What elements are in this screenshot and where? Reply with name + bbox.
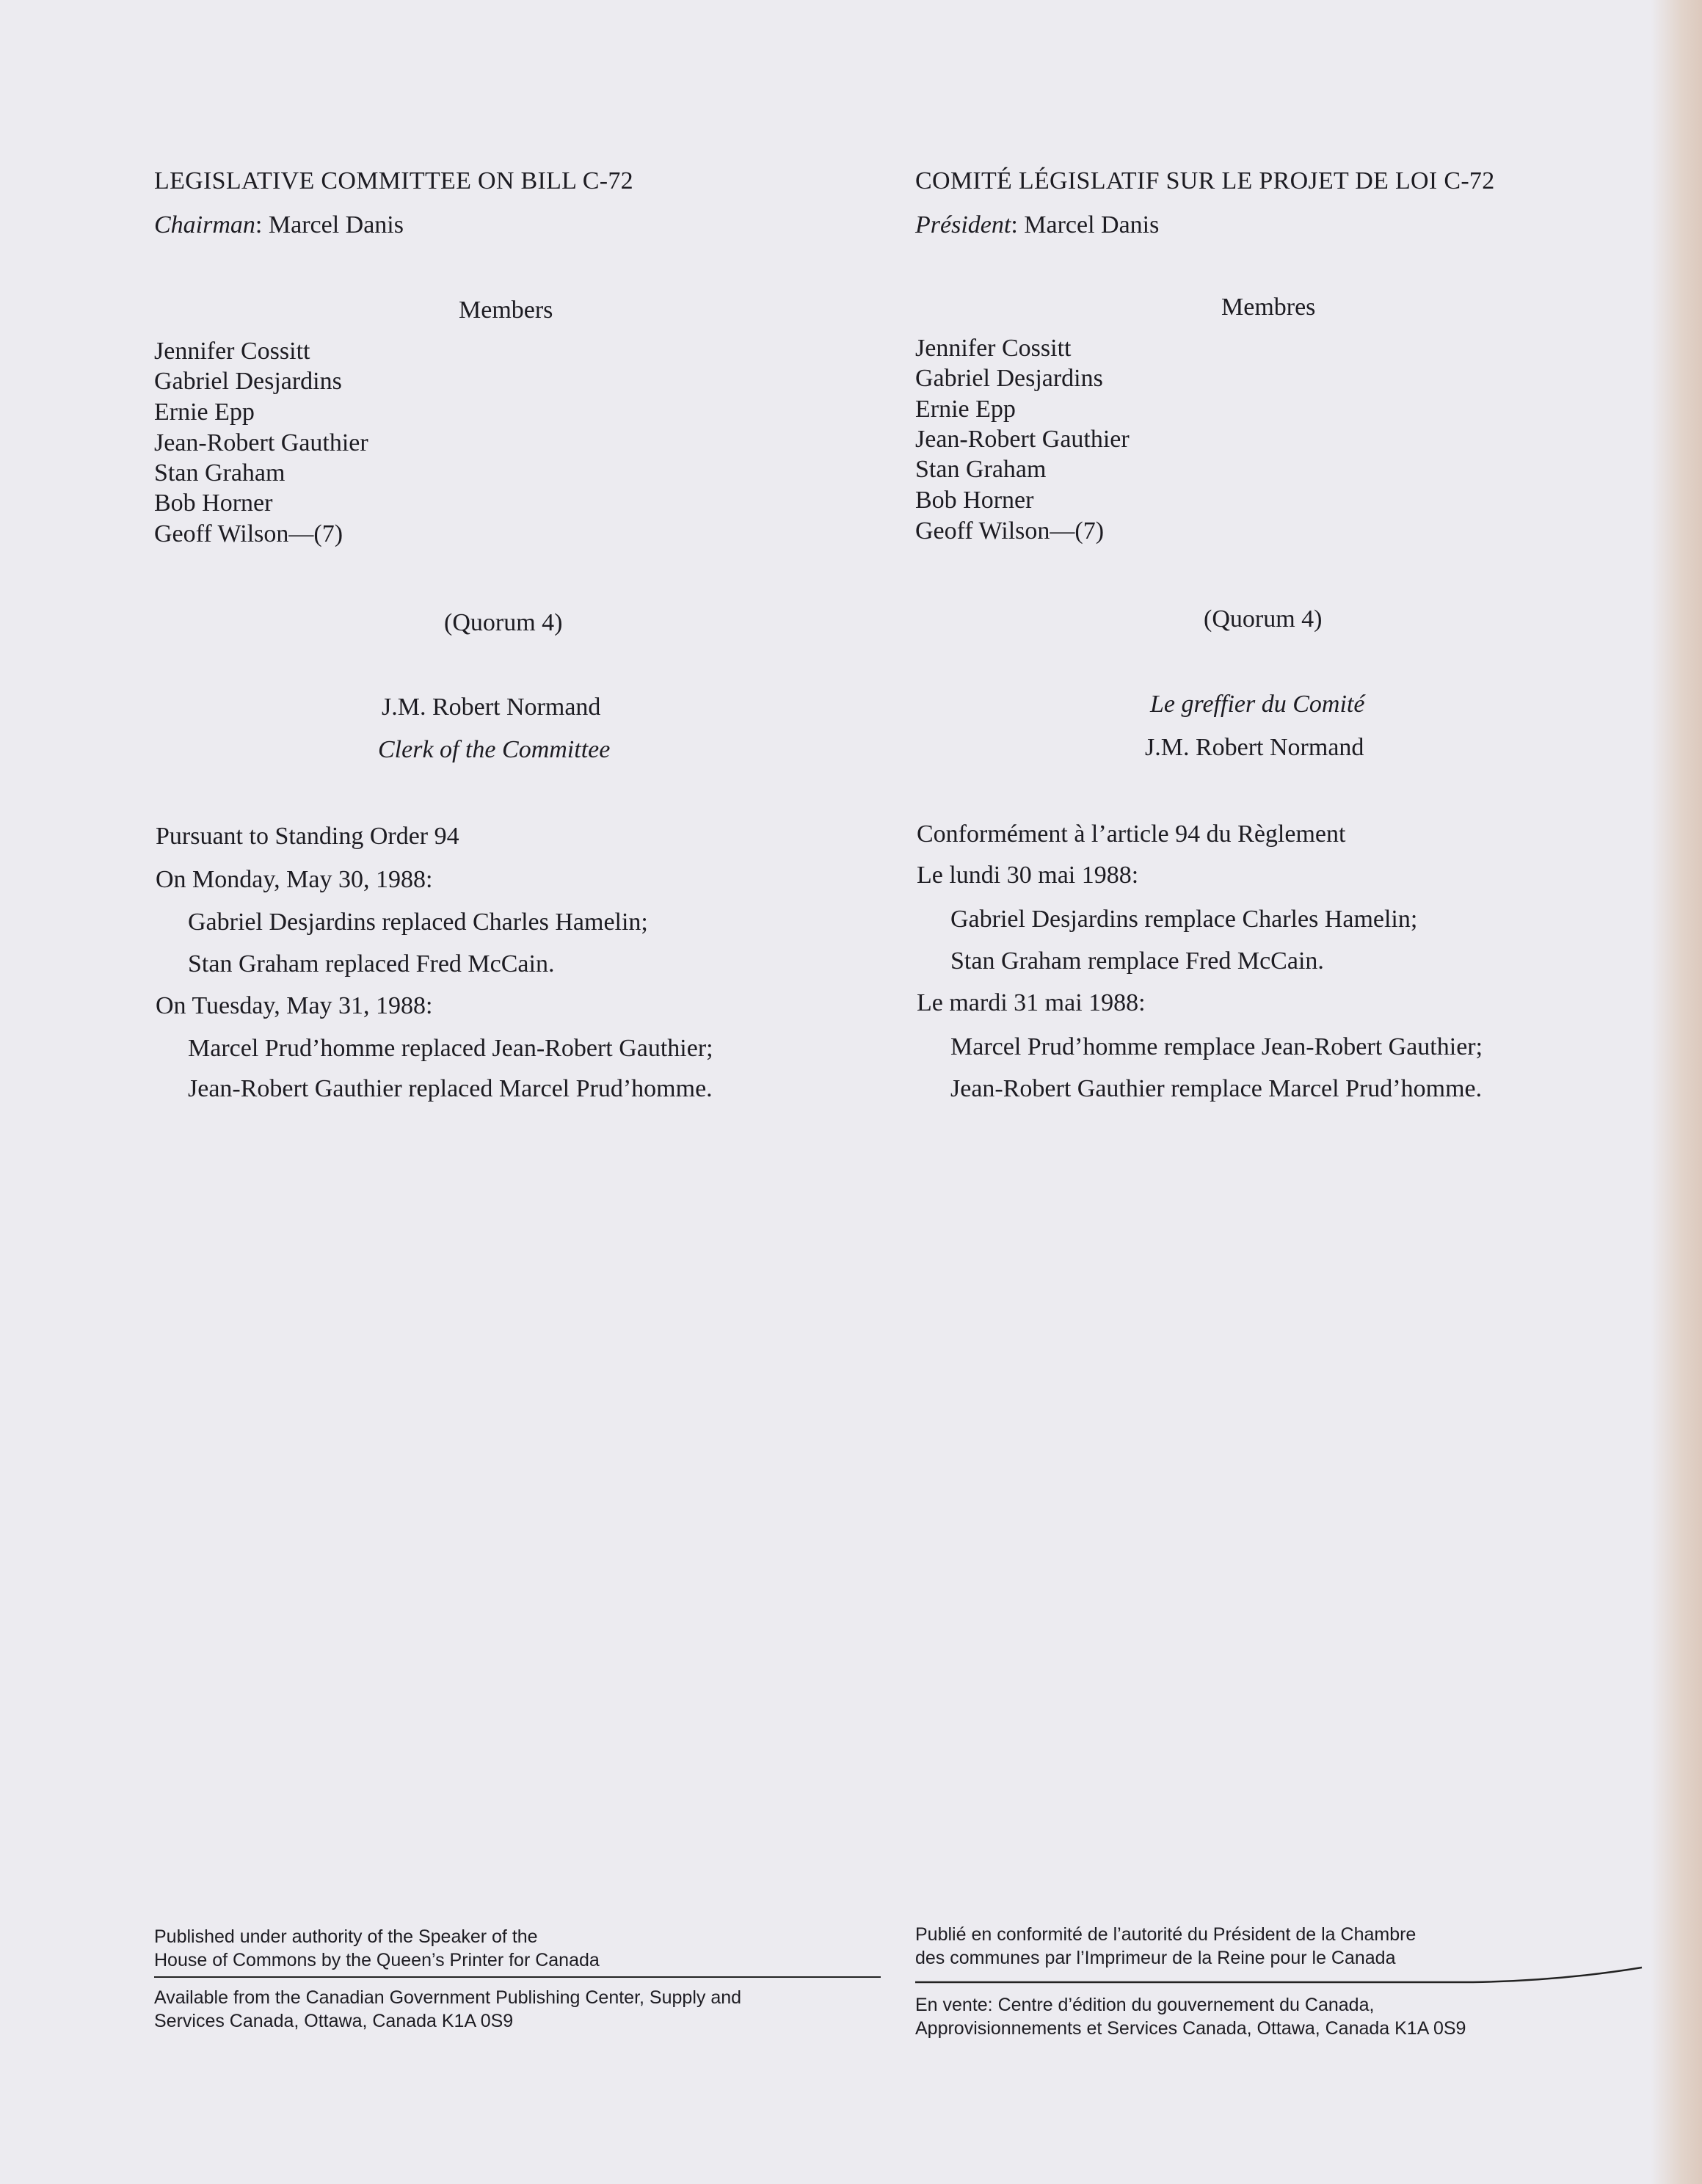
member-en: Geoff Wilson—(7) <box>154 520 343 547</box>
replacement-line-en: Marcel Prud’homme replaced Jean-Robert Gauthier; <box>188 1035 713 1062</box>
quorum-fr: (Quorum 4) <box>1204 605 1323 633</box>
members-title-fr: Membres <box>1221 294 1316 321</box>
availability-line-fr: En vente: Centre d’édition du gouvernement du Canada, <box>915 1995 1375 2015</box>
member-en: Jennifer Cossitt <box>154 338 310 365</box>
member-fr: Ernie Epp <box>915 396 1016 423</box>
member-fr: Geoff Wilson—(7) <box>915 517 1105 545</box>
member-en: Stan Graham <box>154 459 286 487</box>
chairman-label-en: Chairman <box>154 211 255 239</box>
chairman-label-fr: Président <box>915 211 1011 239</box>
chairman-line-fr <box>915 211 1159 239</box>
chairman-line-en <box>154 211 404 239</box>
replacement-line-en: Jean-Robert Gauthier replaced Marcel Prud’homme. <box>188 1075 713 1102</box>
quorum-en: (Quorum 4) <box>444 609 563 636</box>
replacement-line-fr: Gabriel Desjardins remplace Charles Hamelin; <box>950 906 1418 933</box>
pursuant-line-en: Pursuant to Standing Order 94 <box>156 823 459 850</box>
clerk-name-fr: J.M. Robert Normand <box>1145 734 1364 761</box>
member-en: Jean-Robert Gauthier <box>154 429 368 456</box>
publisher-line-en: House of Commons by the Queen’s Printer for Canada <box>154 1950 600 1970</box>
replacement-line-fr: Stan Graham remplace Fred McCain. <box>950 947 1324 975</box>
member-en: Bob Horner <box>154 489 273 517</box>
availability-line-en: Available from the Canadian Government Publishing Center, Supply and <box>154 1987 742 2008</box>
member-fr: Stan Graham <box>915 456 1047 483</box>
date-line-fr: Le mardi 31 mai 1988: <box>917 989 1146 1016</box>
member-en: Gabriel Desjardins <box>154 368 342 395</box>
member-fr: Bob Horner <box>915 487 1034 514</box>
date-line-en: On Monday, May 30, 1988: <box>156 866 433 893</box>
date-line-fr: Le lundi 30 mai 1988: <box>917 862 1139 889</box>
committee-heading-fr: COMITÉ LÉGISLATIF SUR LE PROJET DE LOI C-72 <box>915 167 1495 194</box>
page-edge <box>1651 0 1702 2184</box>
member-fr: Gabriel Desjardins <box>915 365 1103 392</box>
publisher-line-fr: Publié en conformité de l’autorité du Président de la Chambre <box>915 1924 1416 1945</box>
clerk-title-fr: Le greffier du Comité <box>1150 691 1365 718</box>
clerk-title-en: Clerk of the Committee <box>378 736 611 763</box>
member-fr: Jennifer Cossitt <box>915 335 1072 362</box>
availability-line-en: Services Canada, Ottawa, Canada K1A 0S9 <box>154 2011 514 2031</box>
replacement-line-en: Stan Graham replaced Fred McCain. <box>188 950 555 978</box>
pursuant-line-fr: Conformément à l’article 94 du Règlement <box>917 820 1346 848</box>
clerk-name-en: J.M. Robert Normand <box>382 694 601 721</box>
date-line-en: On Tuesday, May 31, 1988: <box>156 992 433 1019</box>
replacement-line-en: Gabriel Desjardins replaced Charles Hamelin; <box>188 909 648 936</box>
member-en: Ernie Epp <box>154 398 255 426</box>
committee-heading-en: LEGISLATIVE COMMITTEE ON BILL C-72 <box>154 167 633 194</box>
footer-rule-en <box>154 1976 881 1978</box>
members-title-en: Members <box>459 296 553 324</box>
chairman-name-fr: : Marcel Danis <box>1011 211 1160 239</box>
member-fr: Jean-Robert Gauthier <box>915 426 1130 453</box>
chairman-name-en: : Marcel Danis <box>255 211 404 239</box>
publisher-line-en: Published under authority of the Speaker of the <box>154 1926 538 1947</box>
publisher-line-fr: des communes par l’Imprimeur de la Reine pour le Canada <box>915 1948 1396 1968</box>
replacement-line-fr: Jean-Robert Gauthier remplace Marcel Prud’homme. <box>950 1075 1483 1102</box>
replacement-line-fr: Marcel Prud’homme remplace Jean-Robert Gauthier; <box>950 1033 1483 1060</box>
availability-line-fr: Approvisionnements et Services Canada, Ottawa, Canada K1A 0S9 <box>915 2018 1466 2039</box>
